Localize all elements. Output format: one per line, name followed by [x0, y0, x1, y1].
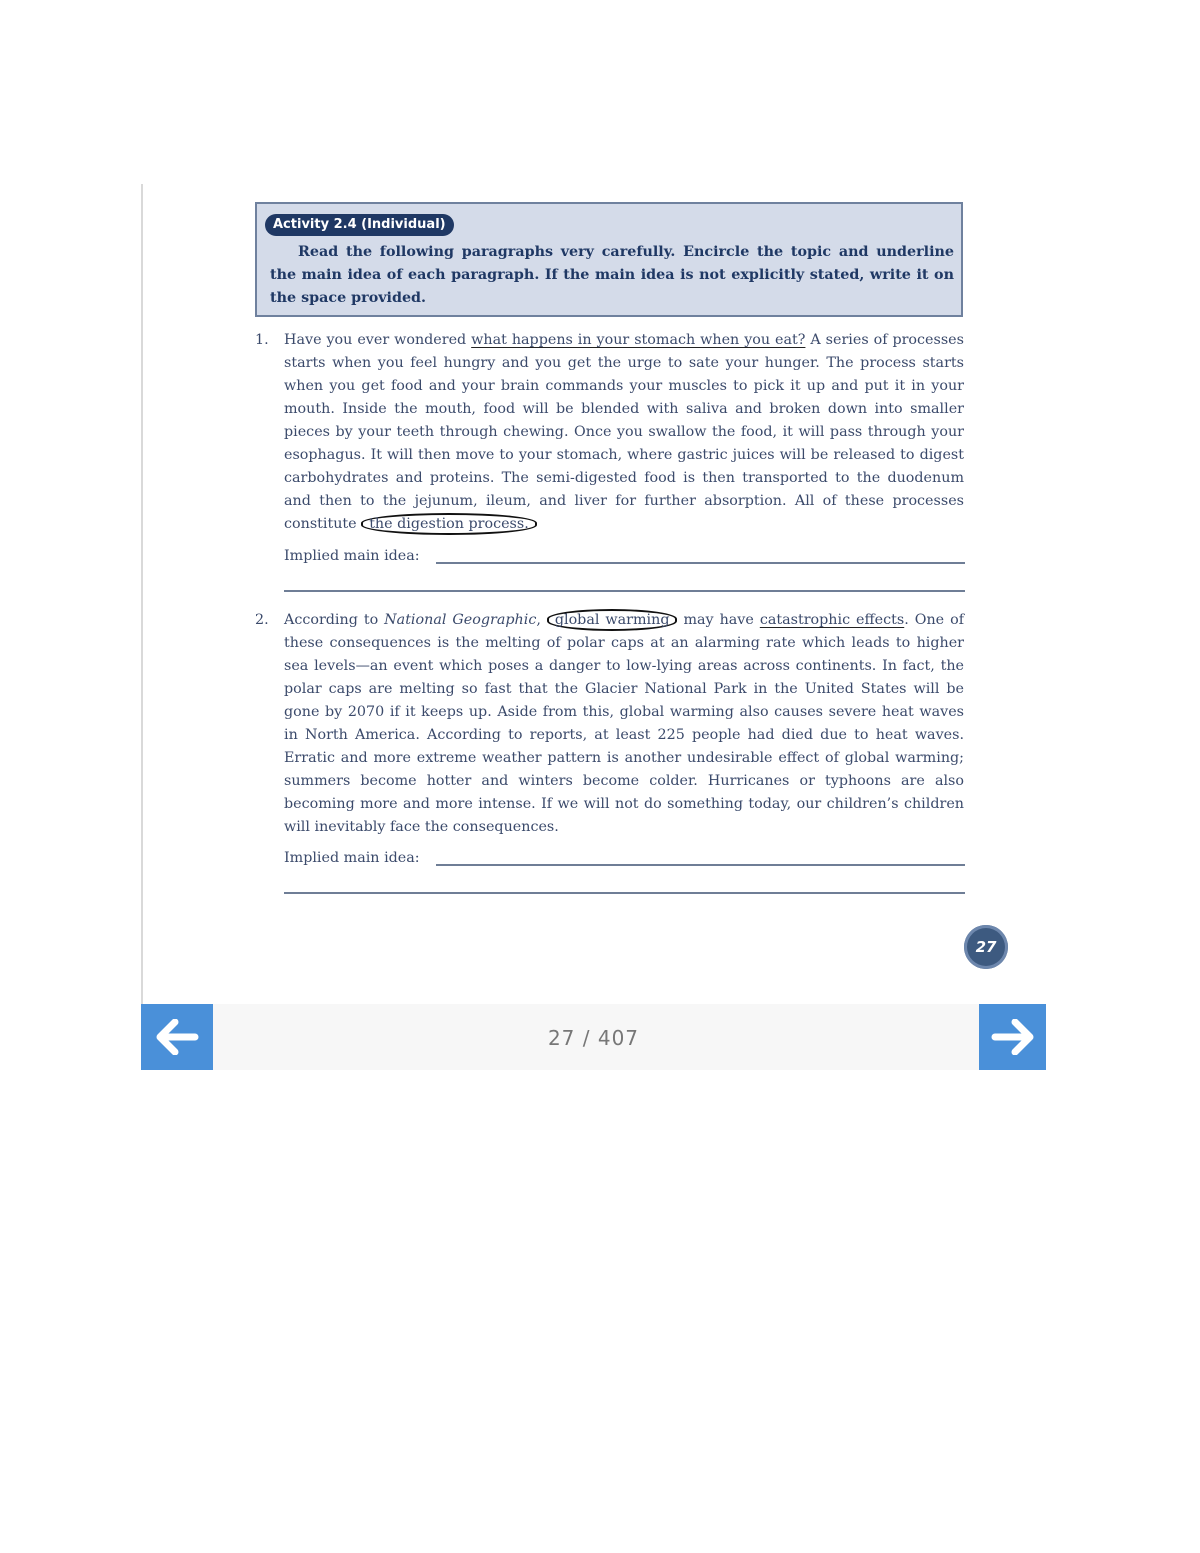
paragraph-text: Have you ever wondered [284, 332, 472, 348]
paragraph-text: . One of these consequences is the melting of polar caps at an alarming rate which leads to higher sea levels—an event which poses a danger to low-lying areas across continents. In fact, the polar caps are melting so fast that the Glacier National Park in the United States will be gone by 2070 if it keeps up. Aside from this, global warming also causes severe heat waves in North America. According to reports, at least 225 people had died due to heat waves. Erratic and more extreme weather pattern is another undesirable effect of global warming; summers become hotter and winters become colder. Hurricanes or typhoons are also becoming more and more intense. If we will not do something today, our children’s children will inevitably face the consequences. [284, 612, 964, 835]
paragraph-text: A series of processes starts when you feel hungry and you get the urge to sate your hunger. The process starts when you get food and your brain commands your muscles to pick it up and put it in your mouth. Inside the mouth, food will be blended with saliva and broken down into smaller pieces by your teeth through chewing. Once you swallow the food, it will pass through your esophagus. It will then move to your stomach, where gastric juices will be released to digest carbohydrates and proteins. The semi-digested food is then transported to the duodenum and then to the jejunum, ileum, and liver for further absorption. All of these processes constitute [284, 332, 964, 532]
activity-badge: Activity 2.4 (Individual) [265, 214, 454, 236]
answer-line[interactable] [436, 562, 965, 564]
page-number-badge: 27 [964, 925, 1008, 969]
next-page-button[interactable] [979, 1004, 1046, 1070]
activity-box [255, 202, 963, 317]
arrow-right-icon [991, 1019, 1035, 1055]
answer-line[interactable] [284, 892, 965, 894]
circled-topic: the digestion process. [361, 513, 537, 535]
implied-main-idea-label: Implied main idea: [284, 850, 420, 866]
source-name: National Geographic [384, 612, 537, 628]
activity-instructions: Read the following paragraphs very carefully. Encircle the topic and underline the main idea of each paragraph. If the main idea is not explicitly stated, write it on the space provided. [270, 244, 954, 306]
underlined-main-idea: catastrophic effects [759, 612, 905, 628]
implied-main-idea-label: Implied main idea: [284, 548, 420, 564]
item-paragraph [284, 609, 964, 839]
item-number: 2. [255, 612, 269, 628]
circled-topic: global warming [547, 609, 678, 631]
paragraph-text: may have [677, 612, 760, 628]
item-paragraph [284, 329, 964, 536]
paragraph-text: , [536, 612, 547, 628]
answer-line[interactable] [436, 864, 965, 866]
pagination-bar [141, 1004, 1046, 1070]
page-counter: 27 / 407 [547, 1026, 640, 1050]
underlined-main-idea: what happens in your stomach when you eat? [471, 332, 806, 348]
item-number: 1. [255, 332, 269, 348]
answer-line[interactable] [284, 590, 965, 592]
paragraph-text: According to [284, 612, 385, 628]
